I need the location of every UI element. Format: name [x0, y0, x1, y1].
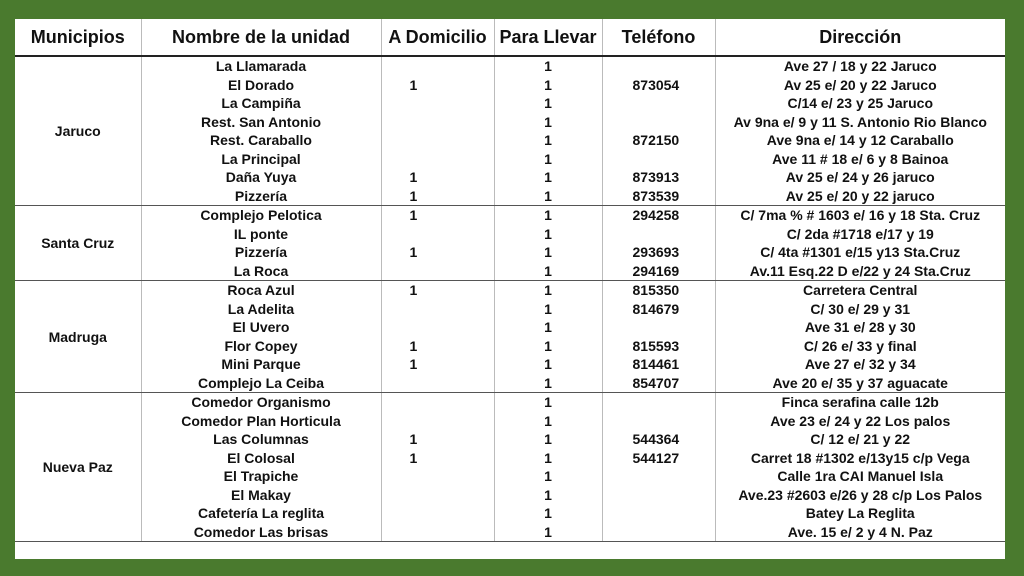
direccion-cell: Ave 20 e/ 35 y 37 aguacate	[715, 374, 1005, 393]
llevar-cell: 1	[494, 337, 602, 356]
llevar-cell: 1	[494, 412, 602, 431]
llevar-cell: 1	[494, 523, 602, 542]
nombre-cell: Comedor Las brisas	[141, 523, 381, 542]
direccion-cell: Av 25 e/ 20 y 22 jaruco	[715, 187, 1005, 206]
direccion-cell: Batey La Reglita	[805, 505, 915, 522]
direccion-cell: Carretera Central	[803, 282, 918, 299]
llevar-cell: 1	[494, 131, 602, 150]
nombre-cell: La Roca	[141, 262, 381, 281]
telefono-cell: 815350	[602, 281, 715, 300]
llevar-cell: 1	[494, 206, 602, 225]
llevar-cell: 1	[494, 486, 602, 505]
table-row	[15, 56, 1005, 76]
llevar-cell: 1	[494, 262, 602, 281]
direccion-cell: Av 9na e/ 9 y 11 S. Antonio Rio Blanco	[733, 113, 987, 130]
domicilio-cell	[381, 523, 494, 542]
table-row	[15, 168, 1005, 187]
direccion-cell: C/ 26 e/ 33 y final	[803, 337, 917, 354]
domicilio-cell: 1	[381, 206, 494, 225]
header-telefono: Teléfono	[602, 19, 715, 56]
telefono-cell: 814679	[602, 300, 715, 319]
table-row	[15, 206, 1005, 225]
telefono-cell	[602, 318, 715, 337]
direccion-cell: C/ 7ma % # 1603 e/ 16 y 18 Sta. Cruz	[740, 207, 981, 224]
direccion-cell: Ave.23 #2603 e/26 y 28 c/p Los Palos	[738, 486, 983, 503]
table-row	[15, 430, 1005, 449]
nombre-cell: La Llamarada	[141, 56, 381, 76]
table-row	[15, 486, 1005, 505]
telefono-cell: 873539	[602, 187, 715, 206]
table-row	[15, 467, 1005, 486]
llevar-cell: 1	[494, 318, 602, 337]
telefono-cell	[602, 523, 715, 542]
direccion-cell: C/14 e/ 23 y 25 Jaruco	[787, 95, 934, 112]
llevar-cell: 1	[494, 393, 602, 412]
telefono-cell: 544364	[602, 430, 715, 449]
header-llevar: Para Llevar	[494, 19, 602, 56]
llevar-cell: 1	[494, 374, 602, 393]
nombre-cell: El Dorado	[141, 76, 381, 95]
nombre-cell: Flor Copey	[141, 337, 381, 356]
domicilio-cell	[381, 56, 494, 76]
nombre-cell: IL ponte	[141, 225, 381, 244]
telefono-cell: 873054	[602, 76, 715, 95]
nombre-cell: El Colosal	[141, 449, 381, 468]
direccion-cell: Finca serafina calle 12b	[781, 394, 939, 411]
llevar-cell: 1	[494, 467, 602, 486]
domicilio-cell	[381, 150, 494, 169]
domicilio-cell: 1	[381, 337, 494, 356]
domicilio-cell	[381, 486, 494, 505]
telefono-cell	[602, 504, 715, 523]
llevar-cell: 1	[494, 150, 602, 169]
telefono-cell	[602, 225, 715, 244]
table-row	[15, 94, 1005, 113]
table-row	[15, 318, 1005, 337]
telefono-cell: 854707	[602, 374, 715, 393]
direccion-cell: Av.11 Esq.22 D e/22 y 24 Sta.Cruz	[715, 262, 1005, 281]
telefono-cell: 814461	[602, 355, 715, 374]
nombre-cell: Las Columnas	[141, 430, 381, 449]
table-row	[15, 412, 1005, 431]
header-direccion: Dirección	[715, 19, 1005, 56]
header-nombre: Nombre de la unidad	[141, 19, 381, 56]
direccion-cell: C/ 30 e/ 29 y 31	[810, 300, 911, 317]
llevar-cell: 1	[494, 168, 602, 187]
domicilio-cell	[381, 225, 494, 244]
telefono-cell	[602, 412, 715, 431]
domicilio-cell: 1	[381, 168, 494, 187]
direccion-cell: C/ 12 e/ 21 y 22	[810, 431, 911, 448]
domicilio-cell	[381, 300, 494, 319]
table-row	[15, 449, 1005, 468]
nombre-cell: El Makay	[141, 486, 381, 505]
table-row	[15, 355, 1005, 374]
header-row	[15, 19, 1005, 56]
domicilio-cell	[381, 94, 494, 113]
domicilio-cell	[381, 318, 494, 337]
direccion-cell: Carret 18 #1302 e/13y15 c/p Vega	[750, 449, 970, 466]
telefono-cell	[602, 486, 715, 505]
direccion-cell: Ave 9na e/ 14 y 12 Caraballo	[766, 132, 954, 149]
llevar-cell: 1	[494, 76, 602, 95]
table-row	[15, 281, 1005, 300]
municipio-cell: Jaruco	[15, 56, 141, 206]
nombre-cell: Mini Parque	[141, 355, 381, 374]
nombre-cell: Cafetería La reglita	[141, 504, 381, 523]
municipio-cell: Santa Cruz	[15, 206, 141, 281]
table-row	[15, 131, 1005, 150]
direccion-cell: Ave. 15 e/ 2 y 4 N. Paz	[715, 523, 1005, 542]
nombre-cell: Complejo La Ceiba	[141, 374, 381, 393]
table-row	[15, 150, 1005, 169]
domicilio-cell	[381, 374, 494, 393]
llevar-cell: 1	[494, 243, 602, 262]
domicilio-cell	[381, 113, 494, 132]
telefono-cell: 294258	[602, 206, 715, 225]
llevar-cell: 1	[494, 113, 602, 132]
nombre-cell: Comedor Plan Horticula	[141, 412, 381, 431]
direccion-cell: Ave 27 e/ 32 y 34	[804, 356, 916, 373]
llevar-cell: 1	[494, 355, 602, 374]
nombre-cell: El Uvero	[141, 318, 381, 337]
llevar-cell: 1	[494, 187, 602, 206]
nombre-cell: Roca Azul	[141, 281, 381, 300]
domicilio-cell: 1	[381, 281, 494, 300]
nombre-cell: La Principal	[141, 150, 381, 169]
telefono-cell	[602, 393, 715, 412]
nombre-cell: Pizzería	[141, 187, 381, 206]
municipio-cell: Madruga	[15, 281, 141, 393]
domicilio-cell	[381, 131, 494, 150]
header-domicilio: A Domicilio	[381, 19, 494, 56]
telefono-cell: 544127	[602, 449, 715, 468]
telefono-cell: 815593	[602, 337, 715, 356]
telefono-cell	[602, 467, 715, 486]
llevar-cell: 1	[494, 449, 602, 468]
domicilio-cell	[381, 412, 494, 431]
restaurant-table	[15, 19, 1005, 542]
direccion-cell: Calle 1ra CAI Manuel Isla	[777, 468, 944, 485]
domicilio-cell: 1	[381, 449, 494, 468]
llevar-cell: 1	[494, 225, 602, 244]
nombre-cell: La Campiña	[141, 94, 381, 113]
llevar-cell: 1	[494, 281, 602, 300]
direccion-cell: C/ 4ta #1301 e/15 y13 Sta.Cruz	[760, 244, 961, 261]
table-row	[15, 300, 1005, 319]
direccion-cell: Ave 11 # 18 e/ 6 y 8 Bainoa	[772, 150, 949, 167]
direccion-cell: Ave 31 e/ 28 y 30	[804, 319, 916, 336]
municipio-cell: Nueva Paz	[15, 393, 141, 542]
table-row	[15, 504, 1005, 523]
table-row	[15, 187, 1005, 206]
llevar-cell: 1	[494, 300, 602, 319]
table-row	[15, 262, 1005, 281]
direccion-cell: Ave 23 e/ 24 y 22 Los palos	[770, 412, 951, 429]
telefono-cell: 873913	[602, 168, 715, 187]
table-row	[15, 113, 1005, 132]
domicilio-cell	[381, 393, 494, 412]
nombre-cell: La Adelita	[141, 300, 381, 319]
table-row	[15, 243, 1005, 262]
domicilio-cell	[381, 504, 494, 523]
domicilio-cell: 1	[381, 76, 494, 95]
domicilio-cell: 1	[381, 430, 494, 449]
direccion-cell: C/ 2da #1718 e/17 y 19	[786, 225, 934, 242]
telefono-cell	[602, 94, 715, 113]
domicilio-cell: 1	[381, 355, 494, 374]
nombre-cell: Rest. San Antonio	[141, 113, 381, 132]
table-row	[15, 337, 1005, 356]
direccion-cell: Av 25 e/ 20 y 22 Jaruco	[783, 76, 937, 93]
table-row	[15, 393, 1005, 412]
telefono-cell	[602, 56, 715, 76]
direccion-cell: Av 25 e/ 24 y 26 jaruco	[785, 169, 935, 186]
llevar-cell: 1	[494, 56, 602, 76]
domicilio-cell: 1	[381, 187, 494, 206]
domicilio-cell: 1	[381, 243, 494, 262]
nombre-cell: Daña Yuya	[141, 168, 381, 187]
direccion-cell: Ave 27 / 18 y 22 Jaruco	[783, 58, 937, 75]
nombre-cell: Rest. Caraballo	[141, 131, 381, 150]
domicilio-cell	[381, 262, 494, 281]
domicilio-cell	[381, 467, 494, 486]
restaurant-table-sheet	[15, 19, 1005, 559]
nombre-cell: Comedor Organismo	[141, 393, 381, 412]
telefono-cell: 293693	[602, 243, 715, 262]
telefono-cell: 294169	[602, 262, 715, 281]
nombre-cell: El Trapiche	[141, 467, 381, 486]
table-row	[15, 523, 1005, 542]
nombre-cell: Complejo Pelotica	[141, 206, 381, 225]
llevar-cell: 1	[494, 94, 602, 113]
table-row	[15, 76, 1005, 95]
table-row	[15, 225, 1005, 244]
llevar-cell: 1	[494, 504, 602, 523]
telefono-cell	[602, 150, 715, 169]
nombre-cell: Pizzería	[141, 243, 381, 262]
table-body	[15, 56, 1005, 542]
telefono-cell	[602, 113, 715, 132]
telefono-cell: 872150	[602, 131, 715, 150]
llevar-cell: 1	[494, 430, 602, 449]
header-municipios: Municipios	[15, 19, 141, 56]
table-row	[15, 374, 1005, 393]
